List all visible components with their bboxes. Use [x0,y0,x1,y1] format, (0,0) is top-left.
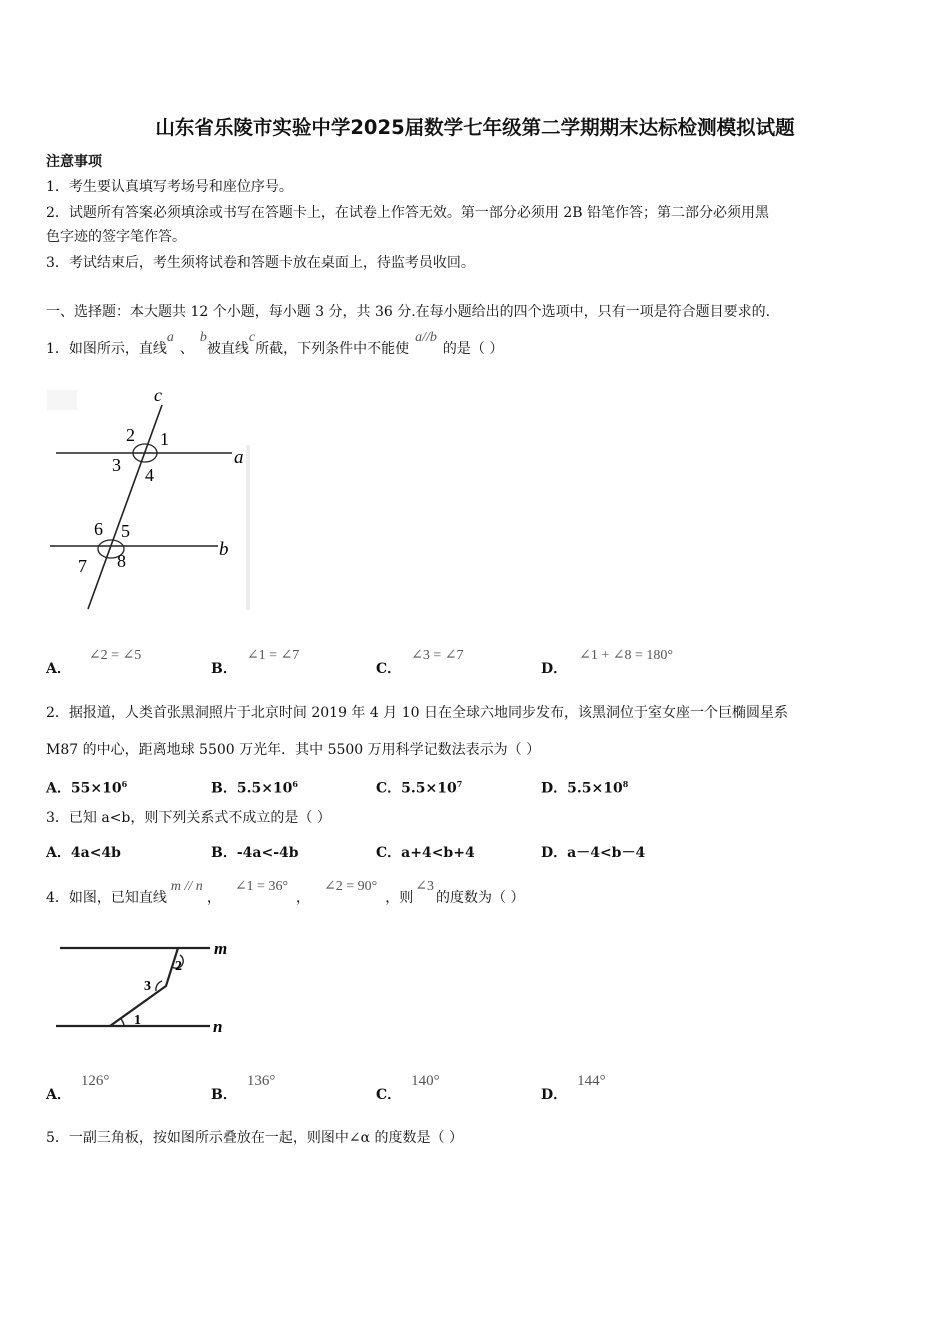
question-1-stem [46,330,504,360]
notes-heading: 注意事项 [46,154,102,170]
q4-text-1: 4．如图，已知直线 [46,890,167,906]
question-5-stem: 5．一副三角板，按如图所示叠放在一起，则图中∠α 的度数是（ ） [46,1130,463,1146]
q4-option-c[interactable] [376,1070,440,1103]
option-value: 136° [246,1073,276,1089]
q4-angle-2: ∠2 = 90° [324,879,378,894]
option-expr: ∠2 = ∠5 [88,648,142,663]
option-letter: A． [46,1087,71,1103]
q1-figure [46,385,256,615]
angle-label-4: 4 [145,465,154,485]
q4-text-2: ，则 [385,890,414,906]
q1-parallel-expr: a//b [415,330,437,345]
q2-option-d[interactable] [541,774,628,799]
label-a: a [234,447,244,468]
q4-angle-3: ∠3 [415,879,435,894]
q3-option-b[interactable] [211,843,299,863]
option-base: 5.5×10 [236,780,293,797]
option-exponent: 8 [622,779,629,789]
section-heading: 一、选择题：本大题共 12 个小题，每小题 3 分，共 36 分.在每小题给出的四个选项中，只有一项是符合题目要求的. [46,304,771,320]
angle-label-1: 1 [134,1013,141,1028]
q1-line-a: a [166,330,174,345]
option-letter: D． [541,1087,568,1103]
option-exponent: 7 [456,779,463,789]
angle-label-6: 6 [94,519,103,539]
q4-comma-2: ， [296,890,311,906]
angle-label-1: 1 [160,429,169,449]
option-letter: D． [541,661,568,677]
angle-label-2: 2 [175,959,182,974]
q1-text-3: 所截，下列条件中不能使 [255,341,410,357]
option-expr: ∠1 = ∠7 [246,648,300,663]
q2-option-c[interactable] [376,774,462,799]
question-2-line-2: M87 的中心，距离地球 5500 万光年．其中 5500 万用科学记数法表示为（ ） [46,742,541,758]
figure-smudge [47,390,77,410]
q3-option-d[interactable] [541,843,645,863]
q4-text-3: 的度数为（ ） [436,890,525,906]
q1-text-2: 被直线 [206,341,249,357]
label-b: b [219,539,229,560]
option-exponent: 6 [121,779,128,789]
option-expr: ∠1 + ∠8 = 180° [579,648,673,663]
angle-label-7: 7 [78,556,87,576]
option-letter: C． [376,780,402,797]
option-text: a－4<b－4 [567,845,646,861]
note-item-2: 2．试题所有答案必须填涂或书写在答题卡上，在试卷上作答无效。第一部分必须用 2B 铅笔作答；第二部分必须用黑 [46,205,769,221]
q1-line-b: b [199,330,207,345]
label-c: c [154,385,162,405]
option-value: 144° [577,1073,606,1089]
option-text: a+4<b+4 [401,845,475,861]
option-letter: B． [211,845,237,861]
q1-option-b[interactable] [211,644,300,677]
question-4-stem [46,879,525,909]
q1-text-1: 1．如图所示，直线 [46,341,167,357]
question-3-stem: 3．已知 a<b，则下列关系式不成立的是（ ） [46,810,331,826]
option-expr: ∠3 = ∠7 [411,648,464,663]
angle-label-5: 5 [121,521,130,541]
q4-option-b[interactable] [211,1070,276,1103]
q4-parallel-expr: m // n [170,879,203,894]
option-base: 55×10 [70,780,122,797]
question-2-line-1: 2．据报道，人类首张黑洞照片于北京时间 2019 年 4 月 10 日在全球六地同步发布，该黑洞位于室女座一个巨椭圆星系 [46,705,788,721]
option-value: 140° [411,1073,440,1089]
q1-option-c[interactable] [376,644,464,677]
q1-option-a[interactable] [46,644,142,677]
q1-line-c: c [248,330,256,345]
option-letter: B． [211,780,237,797]
q4-angle-1: ∠1 = 36° [234,879,289,894]
option-letter: A． [46,780,71,797]
q4-option-d[interactable] [541,1070,606,1103]
option-letter: A． [46,845,71,861]
option-letter: B． [211,661,237,677]
q2-option-a[interactable] [46,774,127,799]
angle-label-2: 2 [126,425,135,445]
q3-option-c[interactable] [376,843,475,863]
q4-figure [46,935,256,1040]
option-base: 5.5×10 [567,780,623,797]
option-letter: C． [376,661,402,677]
figure-edge [246,445,250,610]
angle-label-3: 3 [144,979,151,994]
option-letter: A． [46,661,71,677]
angle-label-8: 8 [117,551,126,571]
q1-text-4: 的是（ ） [442,341,504,357]
label-n: n [213,1017,223,1036]
q2-option-b[interactable] [211,774,298,799]
option-letter: C． [376,1087,402,1103]
option-exponent: 6 [292,779,298,789]
q1-option-d[interactable] [541,644,673,677]
q3-option-a[interactable] [46,843,121,863]
option-letter: D． [541,845,568,861]
q4-comma-1: ， [206,890,221,906]
q4-option-a[interactable] [46,1070,110,1103]
option-letter: B． [211,1087,237,1103]
option-text: 4a<4b [70,845,121,861]
label-m: m [214,939,228,958]
option-letter: D． [541,780,568,797]
note-item-2-cont: 色字迹的签字笔作答。 [46,229,186,245]
option-letter: C． [376,845,402,861]
option-base: 5.5×10 [401,780,457,797]
page-title: 山东省乐陵市实验中学2025届数学七年级第二学期期末达标检测模拟试题 [155,116,795,139]
note-item-3: 3．考试结束后，考生须将试卷和答题卡放在桌面上，待监考员收回。 [46,255,475,271]
line-c [88,405,162,609]
note-item-1: 1．考生要认真填写考场号和座位序号。 [46,179,293,195]
option-text: -4a<-4b [236,845,299,861]
option-value: 126° [80,1073,110,1089]
q1-sep: 、 [179,341,194,357]
angle-label-3: 3 [112,455,121,475]
